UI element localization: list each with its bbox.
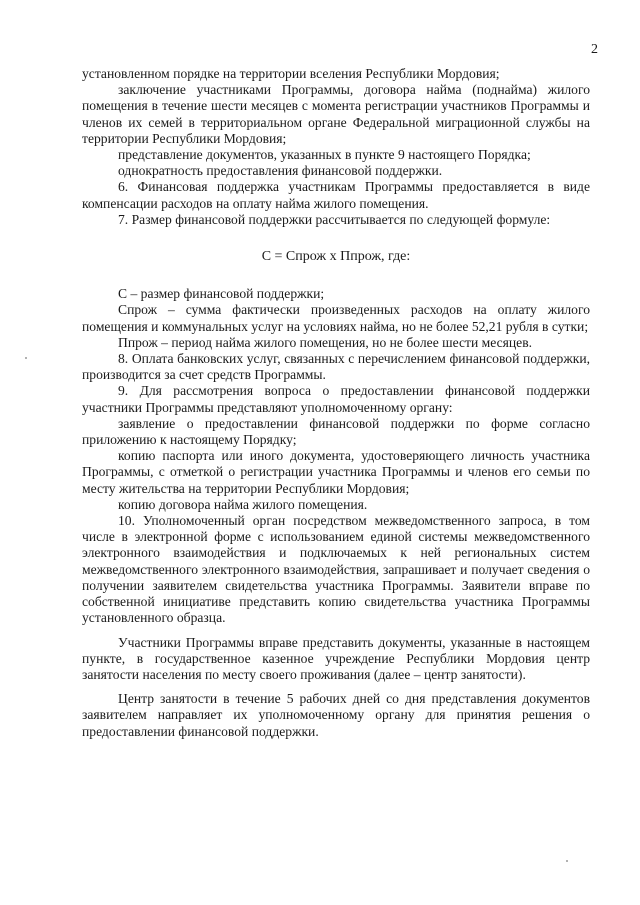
paragraph-documents-condition: представление документов, указанных в пункте 9 настоящего Порядка;	[118, 147, 531, 163]
paragraph-employment-center-forwarding: Центр занятости в течение 5 рабочих дней со дня представления документов заявителем направляет их уполномоченному органу для принятия решения о предоставлении финансовой поддержки.	[82, 691, 590, 739]
paragraph-employment-center-submission: Участники Программы вправе представить документы, указанные в настоящем пункте, в государственное казенное учреждение Республики Мордовия центр занятости населения по месту своего проживания (далее – центр занятости).	[82, 634, 590, 682]
scan-speck	[25, 357, 27, 359]
paragraph-continuation: установленном порядке на территории вселения Республики Мордовия;	[82, 66, 500, 81]
paragraph-passport-copy: копию паспорта или иного документа, удостоверяющего личность участника Программы, с отметкой о регистрации участника Программы и членов его семьи по месту жительства на территории Республики Мордовия;	[82, 448, 590, 496]
paragraph-lease-agreement-condition: заключение участниками Программы, договора найма (поднайма) жилого помещения в течение шести месяцев с момента регистрации участников Программы и членов их семей в территориальном органе Федеральной миграционной службы на территории Республики Мордовия;	[82, 82, 590, 146]
paragraph-definition-c: С – размер финансовой поддержки;	[118, 286, 325, 302]
page-number: 2	[591, 42, 598, 57]
paragraph-one-time-condition: однократность предоставления финансовой поддержки.	[118, 163, 443, 179]
paragraph-definition-sprozh: Спрож – сумма фактически произведенных расходов на оплату жилого помещения и коммунальных услуг на условиях найма, но не более 52,21 рубля в сутки;	[82, 302, 590, 334]
paragraph-item-10: 10. Уполномоченный орган посредством межведомственного запроса, в том числе в электронной форме с использованием единой системы межведомственного электронного взаимодействия и подключаемых к ней региональных систем межведомственного электронного взаимодействия, запрашивает и получает сведения о получении заявителем свидетельства участника Программы. Заявители вправе по собственной инициативе представить копию свидетельства участника Программы установленного образца.	[82, 513, 590, 626]
paragraph-definition-pprozh: Ппрож – период найма жилого помещения, но не более шести месяцев.	[118, 334, 533, 350]
paragraph-item-6: 6. Финансовая поддержка участникам Программы предоставляется в виде компенсации расходов на оплату найма жилого помещения.	[82, 179, 590, 211]
scan-speck	[566, 860, 568, 862]
paragraph-lease-copy: копию договора найма жилого помещения.	[118, 496, 368, 512]
paragraph-item-7: 7. Размер финансовой поддержки рассчитывается по следующей формуле:	[118, 211, 551, 227]
paragraph-item-8: 8. Оплата банковских услуг, связанных с перечислением финансовой поддержки, производится за счет средств Программы.	[82, 351, 590, 383]
document-body	[82, 66, 590, 740]
paragraph-item-9: 9. Для рассмотрения вопроса о предоставлении финансовой поддержки участники Программы представляют уполномоченному органу:	[82, 383, 590, 415]
formula: С = Спрож х Ппрож, где:	[261, 249, 411, 265]
paragraph-application: заявление о предоставлении финансовой поддержки по форме согласно приложению к настоящему Порядку;	[82, 415, 590, 448]
